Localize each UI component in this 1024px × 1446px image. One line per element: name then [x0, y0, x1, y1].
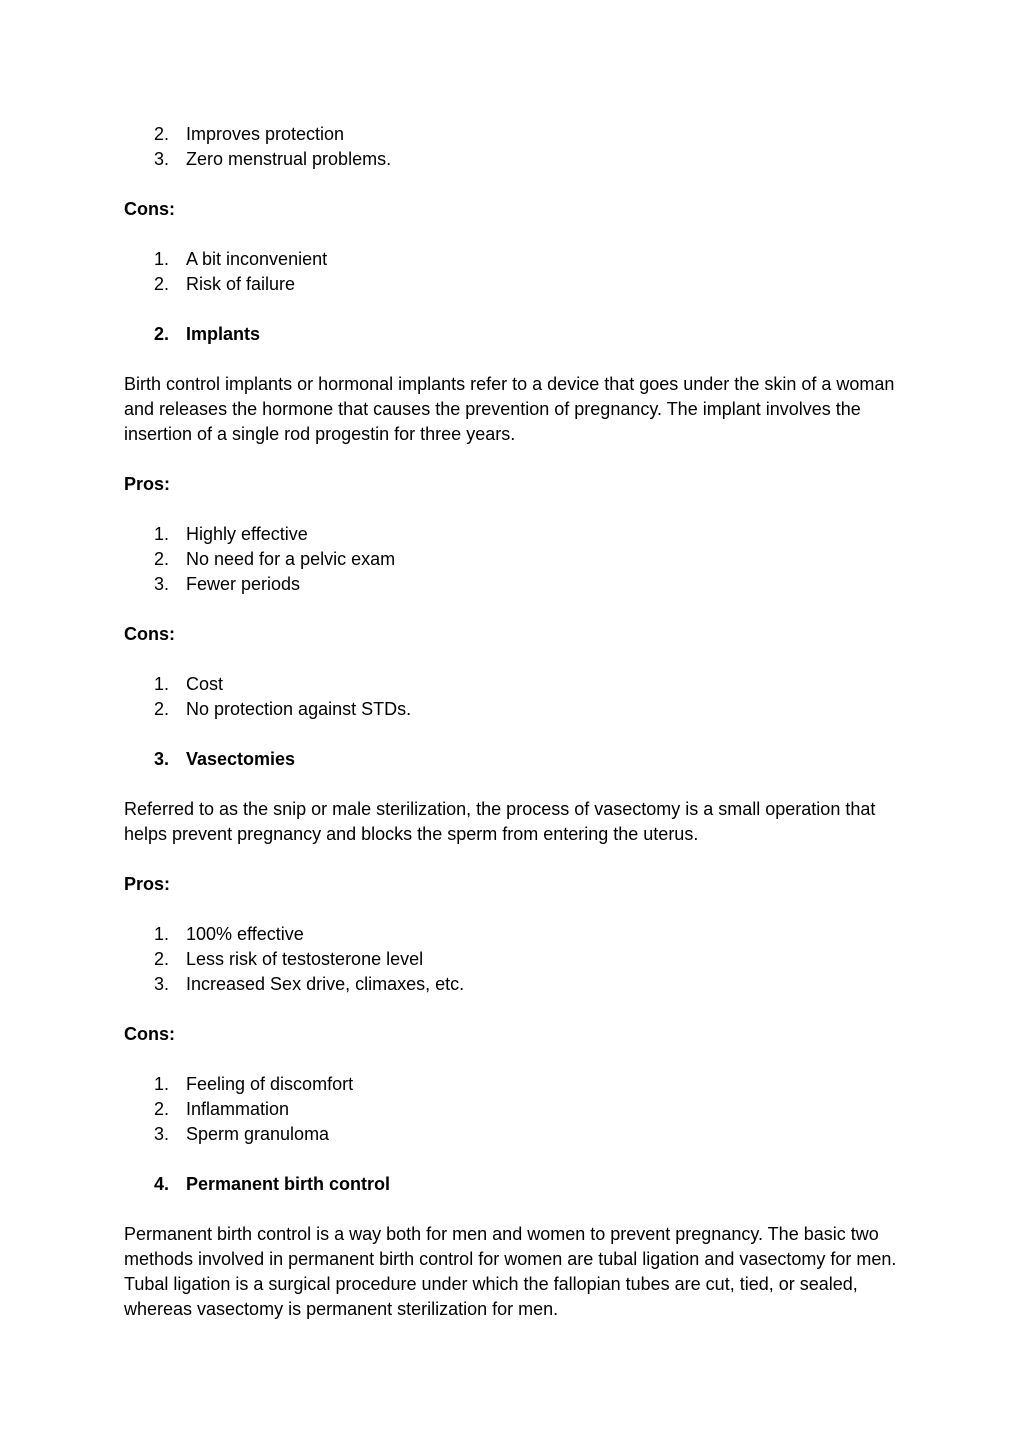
list-number: 1. [154, 674, 170, 694]
section-heading-vasectomies [124, 747, 904, 772]
vasectomies-paragraph: Referred to as the snip or male sterilization, the process of vasectomy is a small operation that helps prevent pregnancy and blocks the sperm from entering the uterus. [124, 799, 876, 844]
list-item [124, 1097, 904, 1122]
heading-text: Implants [186, 324, 261, 344]
list-item [124, 522, 904, 547]
list-number: 1. [154, 249, 170, 269]
permanent-paragraph: Permanent birth control is a way both for men and women to prevent pregnancy. The basic two methods involved in permanent birth control for women are tubal ligation and vasectomy for men. Tubal ligation is a surgical procedure under which the fallopian tubes are cut, tied, or sealed, whereas vasectomy is permanent sterilization for men. [124, 1224, 897, 1319]
list-number: 1. [154, 1074, 170, 1094]
list-item-text: Fewer periods [186, 574, 301, 594]
heading-number: 3. [154, 749, 170, 769]
list-item [124, 247, 904, 272]
heading-number: 2. [154, 324, 170, 344]
list-item-text: Inflammation [186, 1099, 290, 1119]
list-item [124, 922, 904, 947]
list-item-text: No need for a pelvic exam [186, 549, 396, 569]
list-number: 2. [154, 124, 170, 144]
pros-label: Pros: [124, 874, 171, 894]
list-item [124, 947, 904, 972]
list-item-text: A bit inconvenient [186, 249, 328, 269]
cons-label: Cons: [124, 1024, 175, 1044]
cons-label: Cons: [124, 624, 175, 644]
list-item-text: Improves protection [186, 124, 345, 144]
list-number: 1. [154, 924, 170, 944]
implants-paragraph: Birth control implants or hormonal implants refer to a device that goes under the skin of a woman and releases the hormone that causes the prevention of pregnancy. The implant involves the insertion of a single rod progestin for three years. [124, 374, 895, 444]
list-item-text: Increased Sex drive, climaxes, etc. [186, 974, 465, 994]
list-number: 3. [154, 974, 170, 994]
list-number: 2. [154, 1099, 170, 1119]
section-heading-permanent [124, 1172, 904, 1197]
list-item-text: Zero menstrual problems. [186, 149, 392, 169]
list-item-text: Feeling of discomfort [186, 1074, 354, 1094]
list-number: 3. [154, 574, 170, 594]
list-item-text: No protection against STDs. [186, 699, 412, 719]
list-number: 2. [154, 699, 170, 719]
list-item [124, 547, 904, 572]
heading-number: 4. [154, 1174, 170, 1194]
list-item [124, 572, 904, 597]
cons-label: Cons: [124, 199, 175, 219]
list-number: 3. [154, 149, 170, 169]
list-item [124, 122, 904, 147]
list-number: 2. [154, 949, 170, 969]
document-page [124, 122, 904, 1322]
list-item [124, 1122, 904, 1147]
pros-label: Pros: [124, 474, 171, 494]
list-number: 2. [154, 549, 170, 569]
list-item-text: Sperm granuloma [186, 1124, 330, 1144]
section-heading-implants [124, 322, 904, 347]
list-item [124, 147, 904, 172]
heading-text: Vasectomies [186, 749, 296, 769]
list-item-text: 100% effective [186, 924, 304, 944]
list-item [124, 272, 904, 297]
list-item [124, 1072, 904, 1097]
list-number: 1. [154, 524, 170, 544]
list-number: 3. [154, 1124, 170, 1144]
list-item [124, 672, 904, 697]
list-item-text: Highly effective [186, 524, 308, 544]
list-item [124, 697, 904, 722]
list-item [124, 972, 904, 997]
list-item-text: Less risk of testosterone level [186, 949, 424, 969]
list-item-text: Risk of failure [186, 274, 296, 294]
heading-text: Permanent birth control [186, 1174, 391, 1194]
list-item-text: Cost [186, 674, 224, 694]
list-number: 2. [154, 274, 170, 294]
